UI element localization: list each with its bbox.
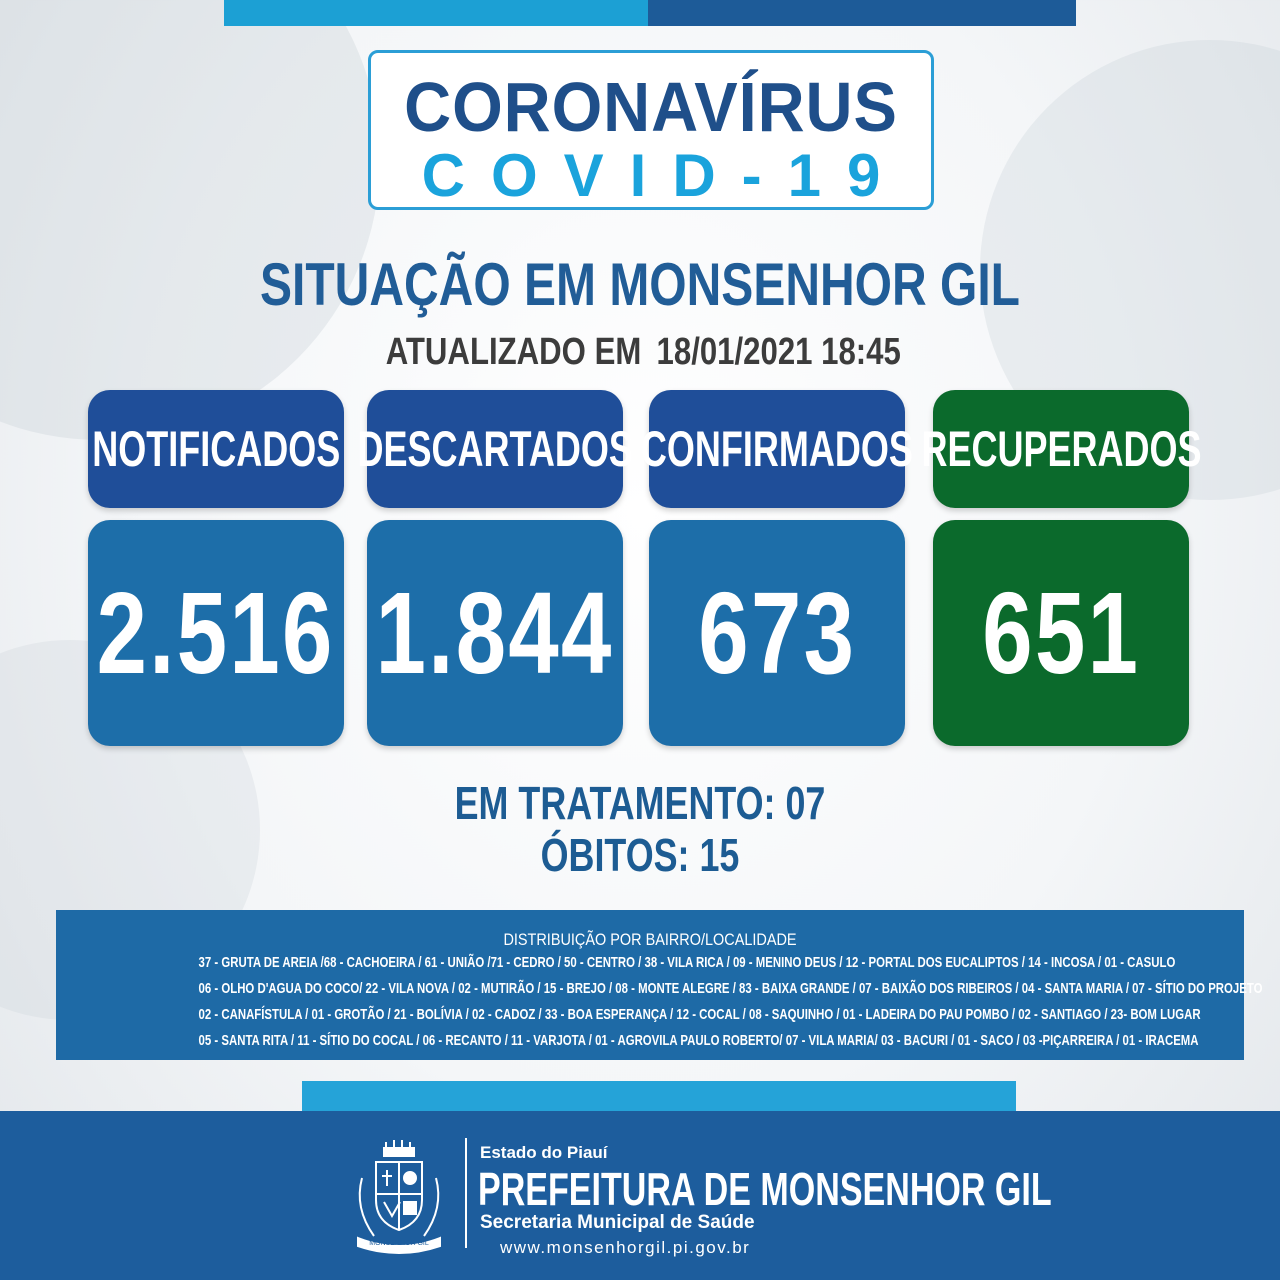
em-tratamento-text: EM TRATAMENTO: 07: [454, 777, 826, 829]
stat-label: RECUPERADOS: [920, 421, 1202, 477]
value-descartados: [367, 520, 623, 746]
footer-website-link[interactable]: www.monsenhorgil.pi.gov.br: [500, 1238, 751, 1257]
stat-label: NOTIFICADOS: [92, 421, 340, 477]
stat-label: DESCARTADOS: [357, 421, 633, 477]
title-coronavirus: CORONAVÍRUS: [404, 68, 898, 146]
stat-label: CONFIRMADOS: [641, 421, 914, 477]
footer-secretaria: Secretaria Municipal de Saúde: [480, 1212, 755, 1233]
footer-estado: Estado do Piauí: [480, 1143, 608, 1162]
value-notificados: [88, 520, 344, 746]
bottom-accent-bar: [302, 1081, 1016, 1111]
label-confirmados: [641, 390, 914, 508]
stat-value: 673: [697, 568, 856, 698]
distribution-line: 05 - SANTA RITA / 11 - SÍTIO DO COCAL / 06 - RECANTO / 11 - VARJOTA / 01 - AGROVILA PAULO ROBERTO/ 07 - VILA MARIA/ 03 - BACURI / 01 - SACO / 03 -PIÇARREIRA / 01 - IRACEMA: [198, 1032, 1199, 1049]
stat-value: 2.516: [96, 568, 336, 698]
updated-line: [115, 328, 1165, 376]
value-recuperados: [933, 520, 1189, 746]
distribution-line: 06 - OLHO D'AGUA DO COCO/ 22 - VILA NOVA / 02 - MUTIRÃO / 15 - BREJO / 08 - MONTE ALEGRE / 83 - BAIXA GRANDE / 07 - BAIXÃO DOS RIBEIROS / 04 - SANTA MARIA / 07 - SÍTIO DO PROJETO: [198, 980, 1263, 997]
distribution-line: 37 - GRUTA DE AREIA /68 - CACHOEIRA / 61 - UNIÃO /71 - CEDRO / 50 - CENTRO / 38 - VILA RICA / 09 - MENINO DEUS / 12 - PORTAL DOS EUCALIPTOS / 14 - INCOSA / 01 - CASULO: [198, 954, 1176, 971]
distribution-title: DISTRIBUIÇÃO POR BAIRRO/LOCALIDADE: [503, 930, 797, 949]
label-descartados: [357, 390, 633, 508]
stat-value: 1.844: [375, 568, 615, 698]
city-crest-icon: [344, 1138, 454, 1256]
label-notificados: [88, 390, 344, 508]
footer-divider: [465, 1138, 467, 1248]
top-accent-light: [224, 0, 648, 26]
situation-heading: SITUAÇÃO EM MONSENHOR GIL: [259, 251, 1020, 318]
top-accent-dark: [648, 0, 1076, 26]
updated-label: ATUALIZADO EM: [385, 331, 642, 373]
distribution-line: 02 - CANAFÍSTULA / 01 - GROTÃO / 21 - BOLÍVIA / 02 - CADOZ / 33 - BOA ESPERANÇA / 12 - COCAL / 08 - SAQUINHO / 01 - LADEIRA DO PAU POMBO / 02 - SANTIAGO / 23- BOM LUGAR: [198, 1006, 1201, 1023]
value-confirmados: [649, 520, 905, 746]
title-covid: COVID-19: [421, 142, 907, 209]
crest-ribbon-text: MONSENHOR GIL: [369, 1240, 429, 1247]
title-box: [368, 50, 934, 210]
obitos-text: ÓBITOS: 15: [540, 829, 740, 881]
label-recuperados: [920, 390, 1202, 508]
footer-prefeitura: PREFEITURA DE MONSENHOR GIL: [478, 1163, 1052, 1215]
stat-value: 651: [981, 568, 1140, 698]
top-accent-bar: [224, 0, 1076, 26]
updated-value: 18/01/2021 18:45: [656, 331, 901, 373]
distribution-panel: [56, 910, 1263, 1060]
